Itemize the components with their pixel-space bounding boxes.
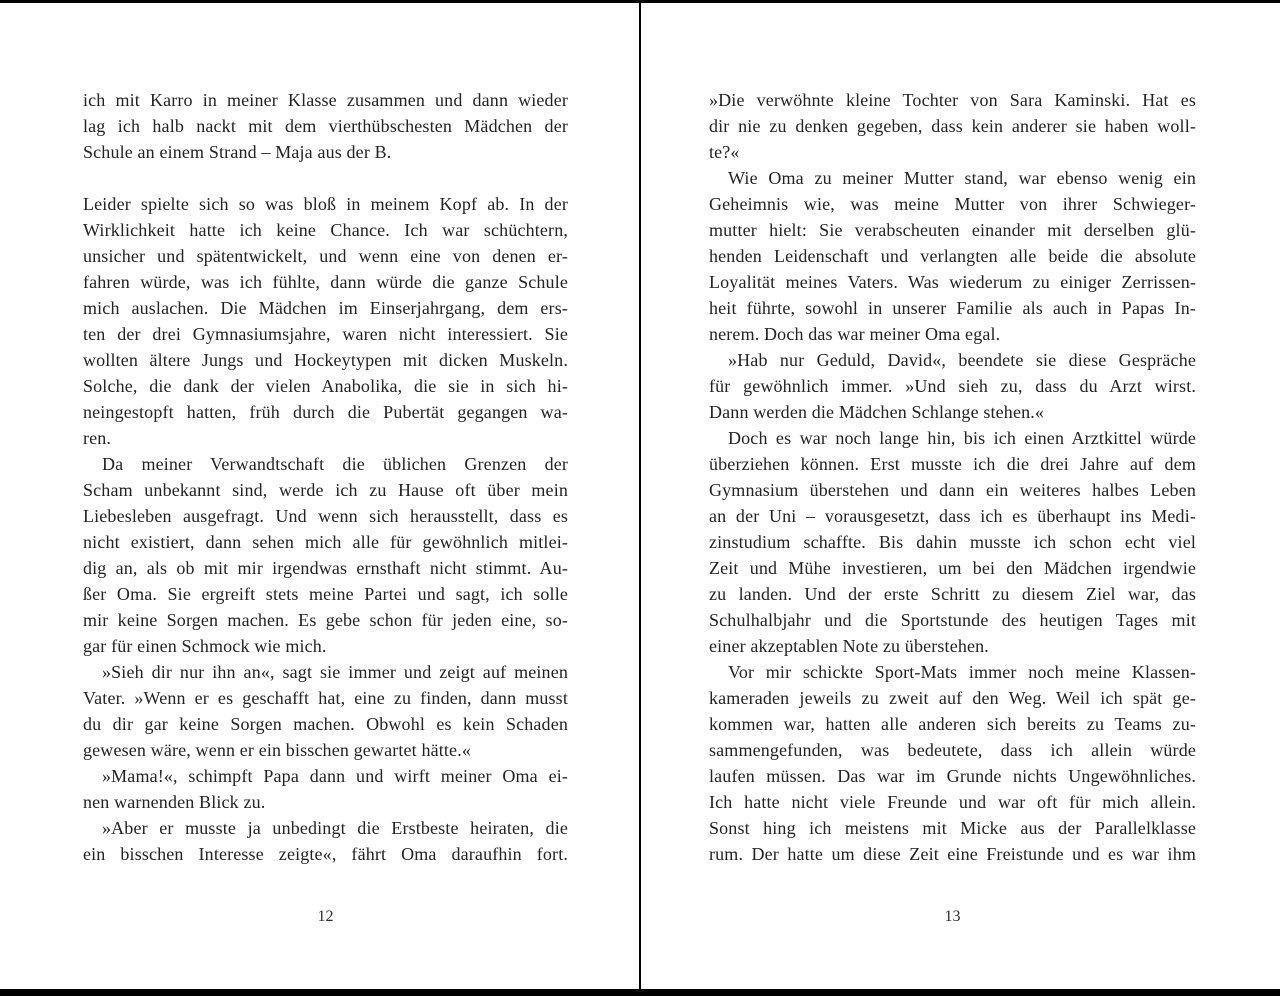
text-line: wollten ältere Jungs und Hockeytypen mit dicken Muskeln. <box>83 350 568 370</box>
text-line: ßer Oma. Sie ergreift stets meine Partei und sagt, ich solle <box>83 584 568 604</box>
text-line: dir nie zu denken gegeben, dass kein anderer sie haben woll- <box>709 116 1196 136</box>
page-number-right: 13 <box>944 908 961 925</box>
paragraph <box>709 165 1196 347</box>
text-line: mich auslachen. Die Mädchen im Einserjahrgang, dem ers- <box>83 298 568 318</box>
text-line: mir keine Sorgen machen. Es gebe schon für jeden eine, so- <box>83 610 568 630</box>
text-line: Schulhalbjahr und die Sportstunde des heutigen Tages mit <box>709 610 1196 630</box>
text-line: Leider spielte sich so was bloß in meinem Kopf ab. In der <box>83 194 568 214</box>
text-line: Sonst hing ich meistens mit Micke aus der Parallelklasse <box>709 818 1196 838</box>
text-line: kameraden jeweils zu zweit auf den Weg. Weil ich spät ge- <box>709 688 1196 708</box>
text-line: unsicher und spätentwickelt, und wenn eine von denen er- <box>83 246 568 266</box>
text-line: zinstudium schaffte. Bis dahin musste ich schon echt viel <box>709 532 1196 552</box>
paragraph <box>709 425 1196 659</box>
text-line: lag ich halb nackt mit dem vierthübschesten Mädchen der <box>83 116 568 136</box>
text-line: »Die verwöhnte kleine Tochter von Sara Kaminski. Hat es <box>709 90 1196 110</box>
text-line: zu landen. Und der erste Schritt zu diesem Ziel war, das <box>709 584 1196 604</box>
paragraph <box>709 659 1196 867</box>
text-line: Da meiner Verwandtschaft die üblichen Grenzen der <box>102 454 568 474</box>
text-line: Wirklichkeit hatte ich keine Chance. Ich war schüchtern, <box>83 220 568 240</box>
text-line: fahren würde, was ich fühlte, dann würde die ganze Schule <box>83 272 568 292</box>
text-line: nen warnenden Blick zu. <box>83 792 266 812</box>
text-line: für gewöhnlich immer. »Und sieh zu, dass du Arzt wirst. <box>709 376 1196 396</box>
text-line: Vater. »Wenn er es geschafft hat, eine zu finden, dann musst <box>83 688 568 708</box>
text-line: ich mit Karro in meiner Klasse zusammen und dann wieder <box>83 90 568 110</box>
paragraph <box>83 659 568 763</box>
text-line: henden Leidenschaft und verlangten alle beide die absolute <box>709 246 1196 266</box>
text-line: heit führte, sowohl in unserer Familie als auch in Papas In- <box>709 298 1196 318</box>
text-line: Vor mir schickte Sport-Mats immer noch meine Klassen- <box>728 662 1196 682</box>
text-line: rum. Der hatte um diese Zeit eine Freistunde und es war ihm <box>709 844 1196 864</box>
page-number-left: 12 <box>317 908 334 925</box>
text-line: Geheimnis wie, was meine Mutter von ihrer Schwieger- <box>709 194 1196 214</box>
text-line: Liebesleben ausgefragt. Und wenn sich herausstellt, dass es <box>83 506 568 526</box>
text-line: du dir gar keine Sorgen machen. Obwohl es kein Schaden <box>83 714 568 734</box>
text-line: mutter hielt: Sie verabscheuten einander mit derselben glü- <box>709 220 1196 240</box>
text-line: überziehen können. Erst musste ich die drei Jahre auf dem <box>709 454 1196 474</box>
text-line: an der Uni – vorausgesetzt, dass ich es überhaupt ins Medi- <box>709 506 1196 526</box>
text-line: Ich hatte nicht viele Freunde und war oft für mich allein. <box>709 792 1196 812</box>
text-line: kommen war, hatten alle anderen sich bereits zu Teams zu- <box>709 714 1196 734</box>
text-line: ein bisschen Interesse zeigte«, fährt Oma daraufhin fort. <box>83 844 568 864</box>
page-right-text <box>709 87 1196 867</box>
text-line: Doch es war noch lange hin, bis ich einen Arztkittel würde <box>728 428 1196 448</box>
text-line: dig an, als ob mit mir irgendwas ernsthaft nicht stimmt. Au- <box>83 558 568 578</box>
text-line: ten der drei Gymnasiumsjahre, waren nicht interessiert. Sie <box>83 324 568 344</box>
paragraph <box>83 763 568 815</box>
paragraph <box>83 191 568 451</box>
page-right <box>641 0 1280 996</box>
text-line: Gymnasium überstehen und dann ein weiteres halbes Leben <box>709 480 1196 500</box>
paragraph <box>83 451 568 659</box>
text-line: »Aber er musste ja unbedingt die Erstbeste heiraten, die <box>102 818 568 838</box>
text-line: nerem. Doch das war meiner Oma egal. <box>709 324 1001 344</box>
text-line: sammengefunden, was bedeutete, dass ich allein würde <box>709 740 1196 760</box>
page-left <box>0 0 639 996</box>
text-line: Zeit und Mühe investieren, um bei den Mädchen irgendwie <box>709 558 1196 578</box>
text-line: Scham unbekannt sind, werde ich zu Hause oft über mein <box>83 480 568 500</box>
text-line: gar für einen Schmock wie mich. <box>83 636 327 656</box>
text-line: te?« <box>709 142 740 162</box>
text-line: Loyalität meines Vaters. Was wiederum zu einiger Zerrissen- <box>709 272 1196 292</box>
text-line: ren. <box>83 428 112 448</box>
text-line: gewesen wäre, wenn er ein bisschen gewartet hätte.« <box>83 740 471 760</box>
paragraph <box>83 815 568 867</box>
text-line: Schule an einem Strand – Maja aus der B. <box>83 142 392 162</box>
text-line: Dann werden die Mädchen Schlange stehen.« <box>709 402 1045 422</box>
paragraph <box>709 87 1196 165</box>
text-line: »Mama!«, schimpft Papa dann und wirft meiner Oma ei- <box>102 766 568 786</box>
text-line: »Sieh dir nur ihn an«, sagt sie immer und zeigt auf meinen <box>102 662 568 682</box>
page-left-text <box>83 87 568 867</box>
text-line: einer akzeptablen Note zu überstehen. <box>709 636 989 656</box>
text-line: neingestopft hatten, früh durch die Pubertät gegangen wa- <box>83 402 568 422</box>
paragraph <box>709 347 1196 425</box>
text-line: nicht existiert, dann sehen mich alle für gewöhnlich mitlei- <box>83 532 568 552</box>
text-line: Solche, die dank der vielen Anabolika, die sie in sich hi- <box>83 376 568 396</box>
text-line: »Hab nur Geduld, David«, beendete sie diese Gespräche <box>728 350 1196 370</box>
text-line: Wie Oma zu meiner Mutter stand, war ebenso wenig ein <box>728 168 1196 188</box>
text-line: laufen müssen. Das war im Grunde nichts Ungewöhnliches. <box>709 766 1196 786</box>
paragraph <box>83 87 568 165</box>
